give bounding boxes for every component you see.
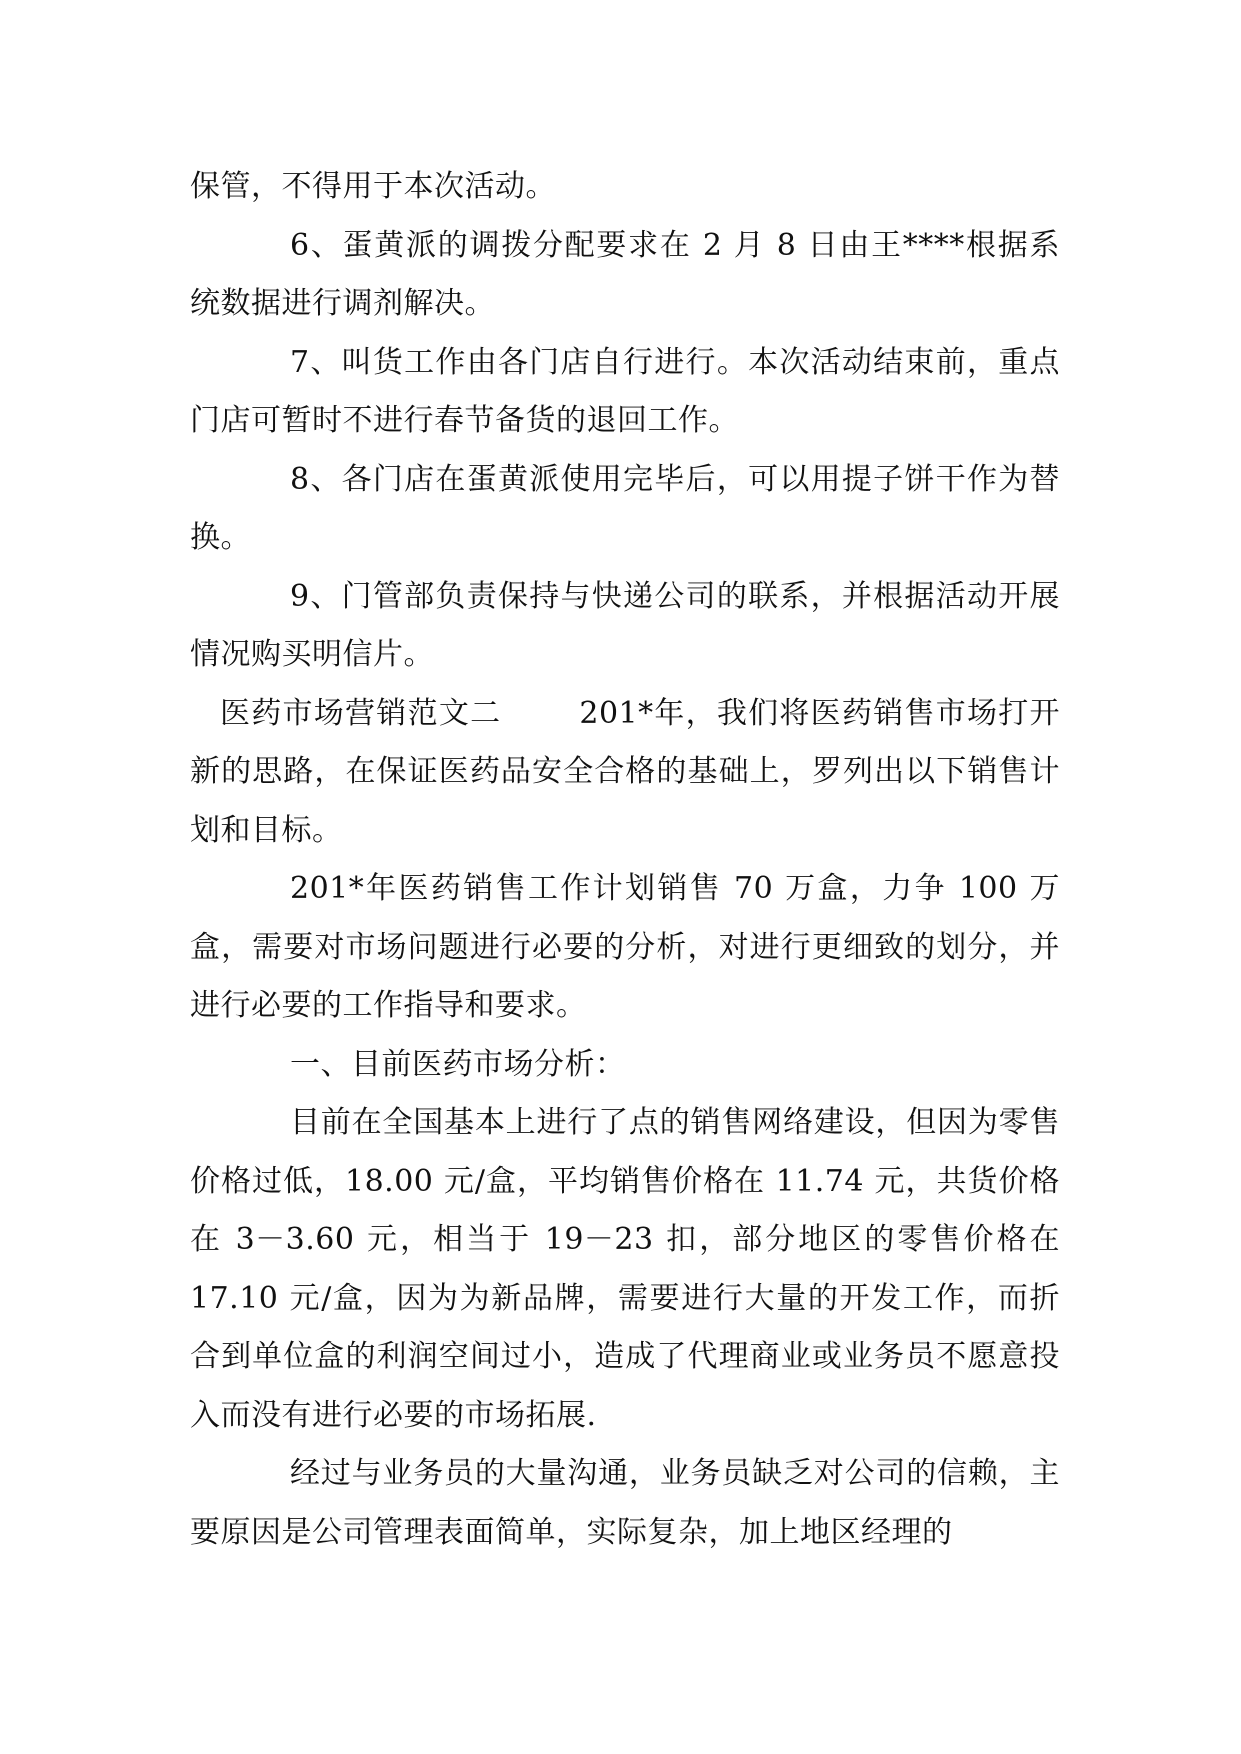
section-lead-text: 201*年，我们将医药销售市场打开新的思路，在保证医药品安全合格的基础上，罗列出以下销售计划和目标。 <box>190 695 1061 848</box>
sales-target-paragraph: 201*年医药销售工作计划销售 70 万盒，力争 100 万盒，需要对市场问题进行必要的分析，对进行更细致的划分，并进行必要的工作指导和要求。 <box>190 871 1060 1023</box>
communication-paragraph: 经过与业务员的大量沟通，业务员缺乏对公司的信赖，主要原因是公司管理表面简单，实际复杂，加上地区经理的 <box>190 1456 1060 1550</box>
market-analysis-heading: 一、目前医药市场分析： <box>290 1046 626 1082</box>
item-9-paragraph: 9、门管部负责保持与快递公司的联系，并根据活动开展情况购买明信片。 <box>190 578 1060 672</box>
section-lead-paragraph <box>190 685 1060 861</box>
continued-paragraph: 保管，不得用于本次活动。 <box>190 169 556 204</box>
text-column <box>190 158 1060 1562</box>
item-8-paragraph: 8、各门店在蛋黄派使用完毕后，可以用提子饼干作为替换。 <box>190 461 1060 555</box>
market-analysis-paragraph: 目前在全国基本上进行了点的销售网络建设，但因为零售价格过低，18.00 元/盒，平均销售价格在 11.74 元，共货价格在 3－3.60 元，相当于 19－23 扣，部分地区的零售价格在 17.10 元/盒，因为为新品牌，需要进行大量的开发工作，而折合到单位盒的利润空间过小，造成了代理商业或业务员不愿意投入而没有进行必要的市场拓展. <box>190 1105 1060 1433</box>
section-title: 医药市场营销范文二 <box>220 695 502 731</box>
item-6-paragraph: 6、蛋黄派的调拨分配要求在 2 月 8 日由王****根据系统数据进行调剂解决。 <box>190 227 1060 321</box>
item-7-paragraph: 7、叫货工作由各门店自行进行。本次活动结束前，重点门店可暂时不进行春节备货的退回工作。 <box>190 344 1060 438</box>
